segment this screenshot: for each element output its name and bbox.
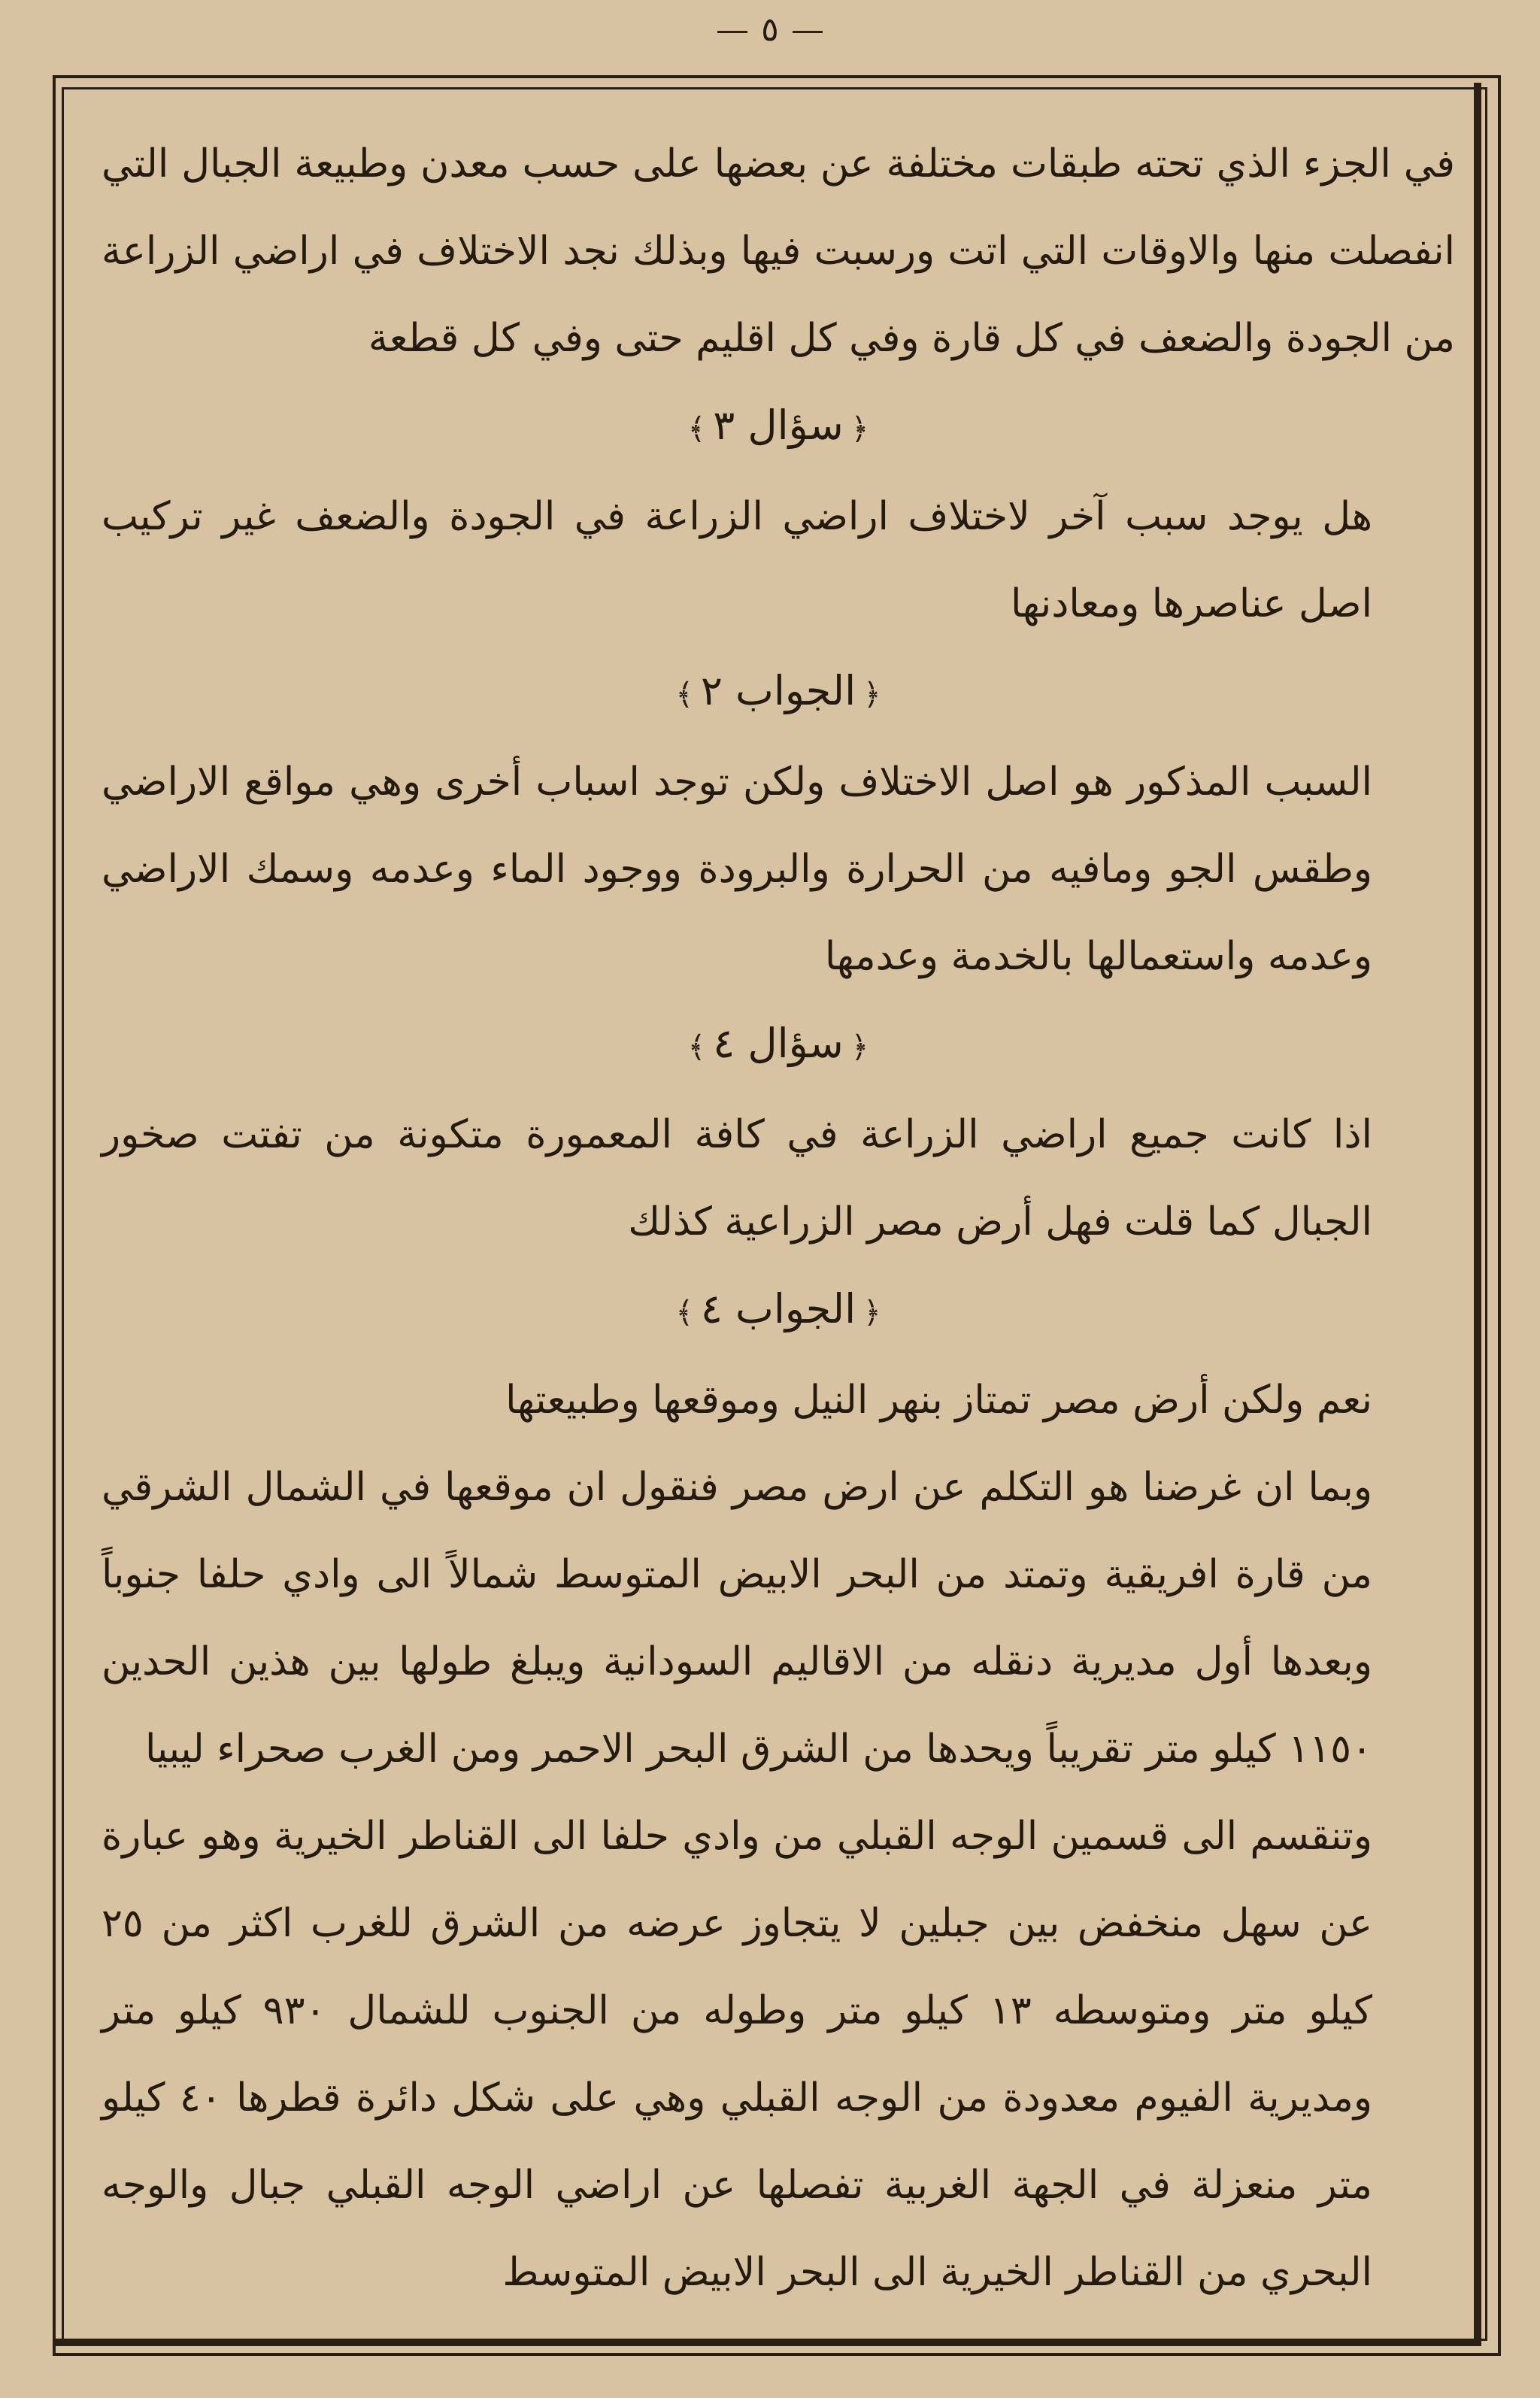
ornament-icon: ﴾ [675,678,693,712]
question-3-text: هل يوجد سبب آخر لاختلاف اراضي الزراعة في الجودة والضعف غير تركيب اصل عناصرها ومعادنها [102,494,1372,626]
page-number-dash-right [793,31,823,33]
answer-heading-4 [102,1266,1455,1357]
question-heading-3 [102,382,1455,473]
ornament-icon: ﴾ [687,1030,706,1065]
answer-heading-label: الجواب ٤ [700,1285,856,1332]
answer-heading-2 [102,647,1455,738]
page-number-text: ٥ [761,11,779,49]
page-number [0,6,1540,54]
ornament-icon: ﴿ [850,412,869,447]
ornament-icon: ﴾ [687,412,706,447]
ornament-icon: ﴿ [863,678,881,712]
question-heading-label: سؤال ٤ [713,1020,844,1067]
page-frame-shadow-right [1474,83,1481,2346]
page-frame-shadow-bottom [53,2339,1481,2346]
answer-heading-label: الجواب ٢ [700,667,856,714]
paragraph-egypt-divisions: وتنقسم الى قسمين الوجه القبلي من وادي حلفا الى القناطر الخيرية وهو عبارة عن سهل منخفض بين جبلين لا يتجاوز عرضه من الشرق للغرب اكثر من ٢٥ كيلو متر ومتوسطه ١٣ كيلو متر وطوله من الجنوب للشمال ٩٣٠ كيلو متر ومديرية الفيوم معدودة من الوجه القبلي وهي على شكل دائرة قطرها ٤٠ كيلو متر منعزلة في الجهة الغربية تفصلها عن اراضي الوجه القبلي جبال والوجه البحري من القناطر الخيرية الى البحر الابيض المتوسط [102,1814,1372,2295]
ornament-icon: ﴿ [850,1030,869,1065]
paragraph-continuation: في الجزء الذي تحته طبقات مختلفة عن بعضها على حسب معدن وطبيعة الجبال التي انفصلت منها والاوقات التي اتت ورسبت فيها وبذلك نجد الاختلاف في اراضي الزراعة من الجودة والضعف في كل قارة وفي كل اقليم حتى وفي كل قطعة [102,141,1455,361]
page-number-dash-left [717,31,747,33]
ornament-icon: ﴿ [863,1296,881,1330]
ornament-icon: ﴾ [675,1296,693,1330]
question-heading-label: سؤال ٣ [713,402,844,449]
answer-4-text: نعم ولكن أرض مصر تمتاز بنهر النيل وموقعها وطبيعتها [505,1378,1372,1423]
paragraph-egypt-location: وبما ان غرضنا هو التكلم عن ارض مصر فنقول ان موقعها في الشمال الشرقي من قارة افريقية وتمتد من البحر الابيض المتوسط شمالاً الى وادي حلفا جنوباً وبعدها أول مديرية دنقله من الاقاليم السودانية ويبلغ طولها بين هذين الحدين ١١٥٠ كيلو متر تقريباً ويحدها من الشرق البحر الاحمر ومن الغرب صحراء ليبيا [102,1465,1372,1772]
question-4-text: اذا كانت جميع اراضي الزراعة في كافة المعمورة متكونة من تفتت صخور الجبال كما قلت فهل أرض مصر الزراعية كذلك [102,1112,1372,1244]
answer-2-text: السبب المذكور هو اصل الاختلاف ولكن توجد اسباب أخرى وهي مواقع الاراضي وطقس الجو ومافيه من الحرارة والبرودة ووجود الماء وعدمه وسمك الاراضي وعدمه واستعمالها بالخدمة وعدمها [102,759,1372,979]
page-body [102,120,1455,2316]
question-heading-4 [102,1000,1455,1091]
